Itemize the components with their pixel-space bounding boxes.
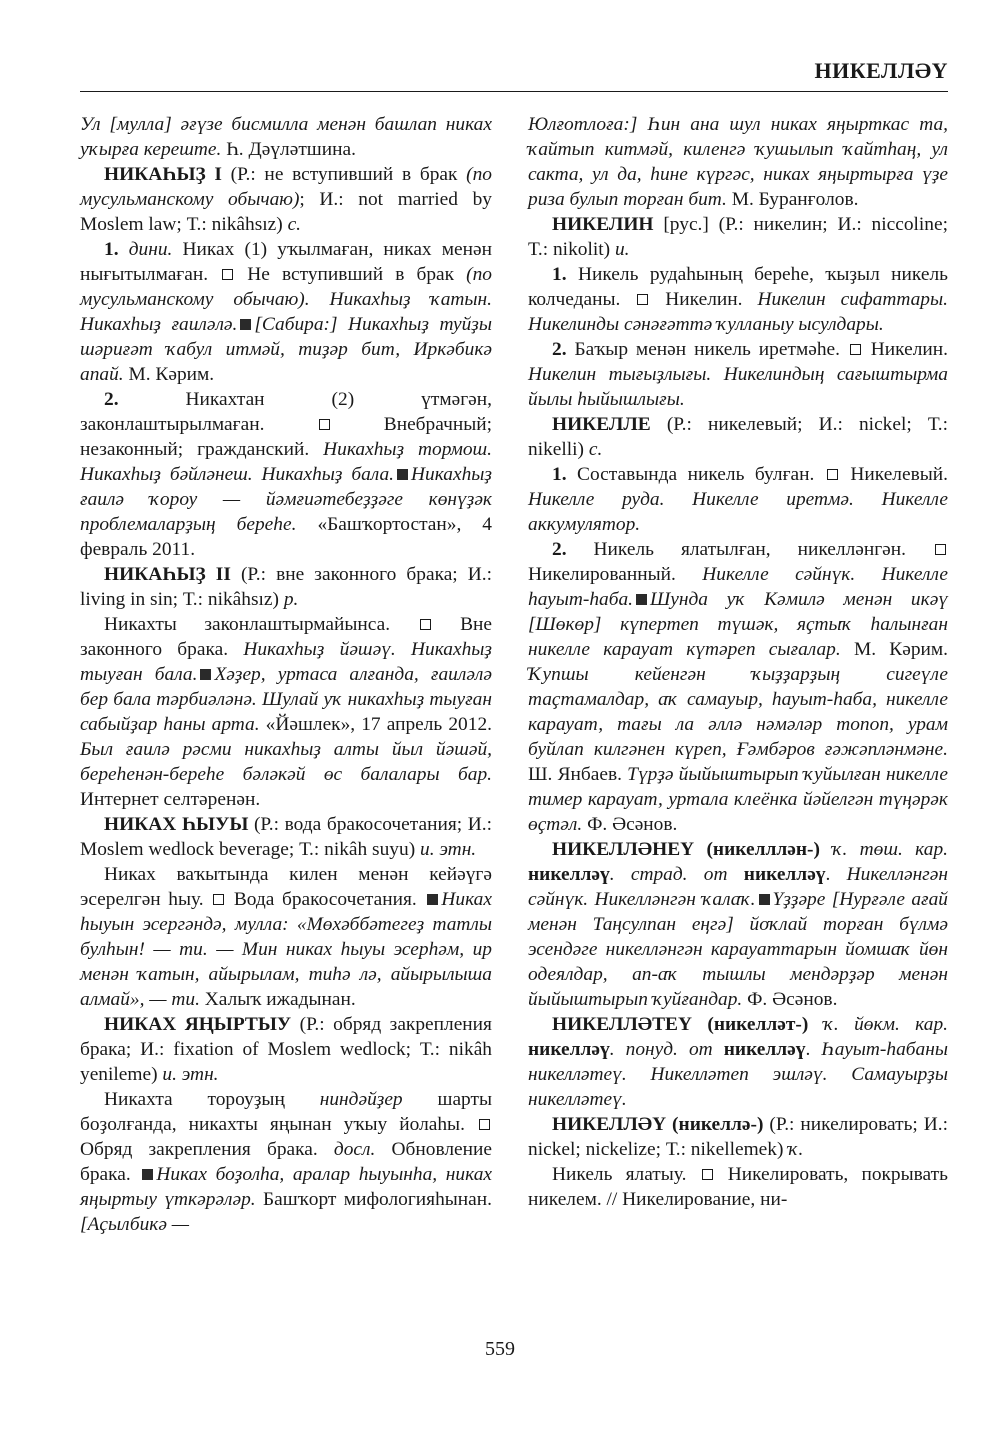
dictionary-headword-entry — [80, 812, 492, 862]
bold-text: никелләү — [528, 864, 610, 885]
text-run: (Р.: никелировать; И.: nickel; nickelize; Т.: nikellemek) — [528, 1114, 948, 1160]
dictionary-headword-entry — [528, 837, 948, 1012]
bold-text: НИКЕЛЛӘҮ (никеллә-) — [552, 1114, 764, 1135]
bold-text: никелләү — [712, 1039, 806, 1060]
bold-text: никелләү — [528, 1039, 610, 1060]
text-run: М. Кәрим. — [123, 364, 215, 385]
text-run: «Башҡортостан», 4 февраль 2011. — [80, 514, 493, 560]
italic-text: Никелин сифаттары. Никелинды сәнәғәттә ҡулланыу ысулдары. — [528, 289, 948, 335]
russian-equivalent-box-icon — [637, 294, 648, 305]
dictionary-paragraph — [528, 462, 948, 537]
text-run: (Р.: обряд закрепления брака; И.: fixation of Moslem wedlock; Т.: nikâh yenileme) — [80, 1014, 492, 1085]
text-run: Ш. Янбаев. — [528, 764, 628, 785]
italic-text: Никах һыуын эсергәндә, мулла: «Мөхәббәтегеҙ татлы булһын! — ти. — Мин никах һыуы эсерһәм, ир менән ҡатын, айырылам, тиһә лә, айырылыша алмай», — ти. — [80, 889, 492, 1010]
russian-equivalent-box-icon — [420, 619, 431, 630]
russian-equivalent-box-icon — [935, 544, 946, 555]
text-run: Никахтан (2) үтмәгән, законлаштырылмаған. — [80, 389, 492, 435]
text-run: Никелированный. — [528, 564, 703, 585]
italic-text: с. — [588, 439, 603, 460]
text-run: Баҡыр менән никель иретмәһе. — [566, 339, 848, 360]
dictionary-paragraph — [528, 112, 948, 212]
text-run: Никель рудаһының береһе, ҡыҙыл никель колчеданы. — [528, 264, 948, 310]
text-run: Никелевый. — [839, 464, 948, 485]
russian-equivalent-box-icon — [222, 269, 233, 280]
example-marker-square-icon — [240, 319, 251, 330]
italic-text: Ҡупшы кейенгән ҡыҙҙарҙың сигеүле таҫтамалдар, аҡ самауыр, һауыт-һаба, никелле карауат, тағы ла әллә нәмәләр топоп, урам буйлап килгәнен күреп, Ғәмбәров ғәжәпләнмәне. — [528, 664, 948, 760]
italic-text: досл. — [333, 1139, 376, 1160]
russian-equivalent-box-icon — [850, 344, 861, 355]
russian-equivalent-box-icon — [479, 1119, 490, 1130]
italic-text: и. — [614, 239, 630, 260]
italic-text: Түрҙә йыйыштырып ҡуйылған никелле тимер карауат, уртала клеёнка йәйелгән түңәрәк өҫтәл. — [528, 764, 948, 835]
italic-text: Был ғаилә рәсми никахһыҙ алты йыл йәшәй, береһенән-береһе бәләкәй өс балалары бар. — [80, 739, 492, 785]
italic-text: ҡ. төш. кар. — [819, 839, 948, 860]
italic-text: ҡ. — [788, 1139, 804, 1160]
dictionary-headword-entry — [528, 1012, 948, 1112]
dictionary-paragraph — [528, 537, 948, 837]
right-column — [528, 112, 948, 1212]
italic-text: Үҙҙәре [Нурғәле ағай менән Таңсулпан еңгә] йоҡлай торған бүлмә эсендәге никелләнгән карауаттарын йомшаҡ йөн одеялдар, ап-аҡ тышлы мендәрҙәр менән йыйыштырып ҡуйғандар. — [528, 889, 948, 1010]
text-run: Никель ялатылған, никелләнгән. — [566, 539, 933, 560]
bold-text: НИКАХ ЯҢЫРТЫУ — [104, 1014, 292, 1035]
dictionary-headword-entry — [80, 562, 492, 612]
text-run: Обряд закрепления брака. — [80, 1139, 334, 1160]
dictionary-paragraph — [528, 262, 948, 337]
example-marker-square-icon — [636, 594, 647, 605]
italic-text: Никелле сәйнүк. Никелле һауыт-һаба. — [528, 564, 949, 610]
italic-text: [Аҫылбикә — — [80, 1214, 190, 1235]
text-run: Обновление брака. — [80, 1139, 492, 1185]
text-run: . — [825, 864, 847, 885]
left-column — [80, 112, 492, 1237]
text-run: М. Кәрим. — [840, 639, 949, 660]
example-marker-square-icon — [142, 1169, 153, 1180]
running-head: НИКЕЛЛӘҮ — [814, 58, 948, 83]
text-run: (Р.: не вступивший в брак — [221, 164, 467, 185]
italic-text: Никах боҙолһа, аралар һыуынһа, никах яңыртыу үткәрәләр. — [80, 1164, 492, 1210]
dictionary-paragraph — [80, 387, 492, 562]
text-run: Никель ялатыу. — [552, 1164, 700, 1185]
text-run: ; И.: not married by Moslem law; Т.: nikâhsız) — [80, 189, 492, 235]
italic-text: (по мусульманскому обычаю) — [80, 164, 492, 210]
bold-text: 2. — [552, 539, 567, 560]
italic-text: и. этн. — [162, 1064, 219, 1085]
bold-text: 2. — [552, 339, 567, 360]
example-marker-square-icon — [397, 469, 408, 480]
bold-text: никелләү — [727, 864, 826, 885]
bold-text: НИКЕЛЛӘТЕҮ (никелләт-) — [552, 1014, 809, 1035]
bold-text: 2. — [104, 389, 119, 410]
russian-equivalent-box-icon — [702, 1169, 713, 1180]
italic-text: (по мусульманскому обычаю). Никахһыҙ ҡатын. Никахһыҙ ғаиләлә. — [80, 264, 492, 335]
dictionary-paragraph — [528, 337, 948, 412]
example-marker-square-icon — [200, 669, 211, 680]
text-run: Ф. Әсәнов. — [582, 814, 678, 835]
text-run: Вне законного брака. — [80, 614, 492, 660]
italic-text: ҡ. йөкм. кар. — [808, 1014, 948, 1035]
italic-text: Юлғотлоға:] Һин ана шул никах яңырткас та, ҡайтып китмәй, киленгә ҡушылып ҡайтһаң, ул сакта, ул да, һине күргәс, никах яңыртырға үҙе риза булып торған бит. — [528, 114, 948, 210]
italic-text: Никахһыҙ йәшәү. Никахһыҙ тыуған бала. — [80, 639, 492, 685]
italic-text: Һауыт-һабаны никелләтеү. Никелләтеп эшләү. Самауырҙы никелләтеү. — [528, 1039, 948, 1110]
bold-text: НИКАҺЫҘ I — [104, 164, 222, 185]
bold-text: 1. — [552, 464, 567, 485]
dictionary-headword-entry — [528, 212, 948, 262]
dictionary-paragraph — [80, 862, 492, 1012]
example-marker-square-icon — [427, 894, 438, 905]
italic-text: Никелин тығыҙлығы. Никелиндың сағыштырма йылы һыйышлығы. — [528, 364, 948, 410]
italic-text: дини. — [118, 239, 173, 260]
text-run: Не вступивший в брак — [235, 264, 467, 285]
header-rule — [80, 91, 948, 92]
text-run: «Йәшлек», 17 апрель 2012. — [259, 714, 492, 735]
text-run: (Р.: вода бракосочетания; И.: Moslem wedlock beverage; Т.: nikâh suyu) — [80, 814, 492, 860]
russian-equivalent-box-icon — [319, 419, 330, 430]
text-run: М. Буранғолов. — [726, 189, 859, 210]
text-run: (Р.: вне законного брака; И.: living in sin; Т.: nikâhsız) — [80, 564, 492, 610]
text-run: Башҡорт мифологияһынан. — [255, 1189, 493, 1210]
bold-text: 1. — [104, 239, 119, 260]
italic-text: Никахһыҙ ғаилә ҡороу — йәмғиәтебеҙҙәге көнүҙәк проблемаларҙың береһе. — [80, 464, 492, 535]
text-run: Никахты законлаштырмайынса. — [104, 614, 418, 635]
text-run: Никелин. — [650, 289, 758, 310]
italic-text: Шунда уҡ Кәмилә менән икәү [Шөкөр] күпертеп түшәк, яҫтыҡ һалынған никелле карауат күтәреп сығалар. — [528, 589, 948, 660]
text-run: [рус.] (Р.: никелин; И.: niccoline; Т.: nikolit) — [528, 214, 948, 260]
text-run: Никах (1) уҡылмаған, никах менән нығытылмаған. — [80, 239, 493, 285]
example-marker-square-icon — [759, 894, 770, 905]
dictionary-paragraph — [80, 1087, 492, 1237]
italic-text: . понуд. от — [609, 1039, 713, 1060]
italic-text: Никахһыҙ тормош. Никахһыҙ бәйләнеш. Никахһыҙ бала. — [80, 439, 492, 485]
text-run: Составында никель булған. — [566, 464, 825, 485]
italic-text: [Сабира:] Никахһыҙ туйҙы шәриғәт ҡабул итмәй, тиҙәр бит, Иркәбикә апай. — [80, 314, 492, 385]
dictionary-headword-entry — [528, 412, 948, 462]
russian-equivalent-box-icon — [827, 469, 838, 480]
text-run: шарты боҙолғанда, никахты яңынан уҡыу йолаһы. — [80, 1089, 492, 1135]
italic-text: с. — [287, 214, 302, 235]
text-run: Никахта тороуҙың — [104, 1089, 320, 1110]
dictionary-paragraph — [528, 1162, 948, 1212]
italic-text: Хәҙер, уртаса алғанда, ғаиләлә бер бала тәрбиәләнә. Шулай уҡ никахһыҙ тыуған сабыйҙар һаны арта. — [80, 664, 492, 735]
italic-text: . страд. от — [609, 864, 728, 885]
italic-text: Ул [мулла] әғүзе бисмилла менән башлап никах уҡырға кереште. — [80, 114, 492, 160]
text-run: Никах ваҡытында килен менән кейәүгә эсерелгән һыу. — [80, 864, 492, 910]
page-number: 559 — [485, 1338, 515, 1360]
dictionary-headword-entry — [80, 162, 492, 237]
bold-text: НИКАХ ҺЫУЫ — [104, 814, 249, 835]
bold-text: НИКАҺЫҘ II — [104, 564, 231, 585]
dictionary-paragraph — [80, 237, 492, 387]
dictionary-headword-entry — [528, 1112, 948, 1162]
page-header — [80, 58, 948, 92]
bold-text: НИКЕЛЛЕ — [552, 414, 651, 435]
bold-text: 1. — [552, 264, 567, 285]
text-run: (Р.: никелевый; И.: nickel; Т.: nikelli) — [528, 414, 948, 460]
dictionary-headword-entry — [80, 1012, 492, 1087]
italic-text: р. — [283, 589, 299, 610]
italic-text: Никелле руда. Никелле иретмә. Никелле аккумулятор. — [528, 489, 948, 535]
bold-text: НИКЕЛЛӘНЕҮ (никелллән-) — [552, 839, 820, 860]
russian-equivalent-box-icon — [213, 894, 224, 905]
text-run: Внебрачный; незаконный; гражданский. — [80, 414, 492, 460]
text-run: Интернет селтәренән. — [80, 789, 261, 810]
dictionary-paragraph — [80, 112, 492, 162]
italic-text: Никелләнгән сәйнүк. Никелләнгән ҡалаҡ. — [528, 864, 948, 910]
text-run: Һ. Дәүләтшина. — [221, 139, 356, 160]
dictionary-paragraph — [80, 612, 492, 812]
italic-text: и. этн. — [420, 839, 477, 860]
text-run: Никелировать, покрывать никелем. // Никелирование, ни- — [528, 1164, 948, 1210]
italic-text: ниндәйҙер — [319, 1089, 403, 1110]
text-run: . — [805, 1039, 822, 1060]
text-run: Вода бракосочетания. — [226, 889, 425, 910]
text-run: Ф. Әсәнов. — [742, 989, 838, 1010]
text-run: Никелин. — [862, 339, 948, 360]
text-run: Халыҡ ижадынан. — [199, 989, 356, 1010]
bold-text: НИКЕЛИН — [552, 214, 654, 235]
